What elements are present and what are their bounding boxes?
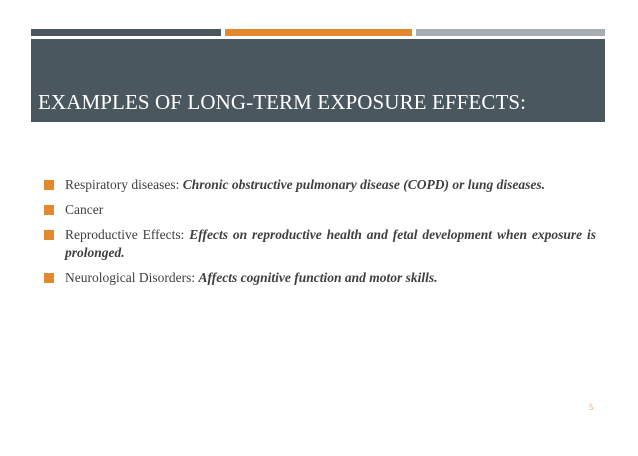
bullet-list [44,176,596,294]
header-stripe-dark [31,29,221,36]
square-bullet-icon [44,180,54,190]
page-number: 5 [589,403,593,412]
square-bullet-icon [44,230,54,240]
bullet-label: Respiratory diseases: [65,177,183,192]
bullet-reproductive [44,226,596,262]
bullet-description: Chronic obstructive pulmonary disease (COPD) or lung diseases. [182,177,546,192]
bullet-respiratory [44,176,596,194]
bullet-label: Reproductive Effects: [65,227,190,242]
square-bullet-icon [44,205,54,215]
bullet-description: Effects on reproductive health and fetal development when exposure is prolonged. [65,227,596,260]
title-bar [31,39,605,122]
bullet-label: Cancer [65,202,104,217]
bullet-description: Affects cognitive function and motor skills. [198,270,438,285]
bullet-neurological [44,269,596,287]
square-bullet-icon [44,273,54,283]
bullet-cancer [44,201,596,219]
header-stripe-gray [416,29,605,36]
slide-title: EXAMPLES OF LONG-TERM EXPOSURE EFFECTS: [38,90,527,114]
header-stripe-orange [225,29,412,36]
bullet-label: Neurological Disorders: [65,270,199,285]
